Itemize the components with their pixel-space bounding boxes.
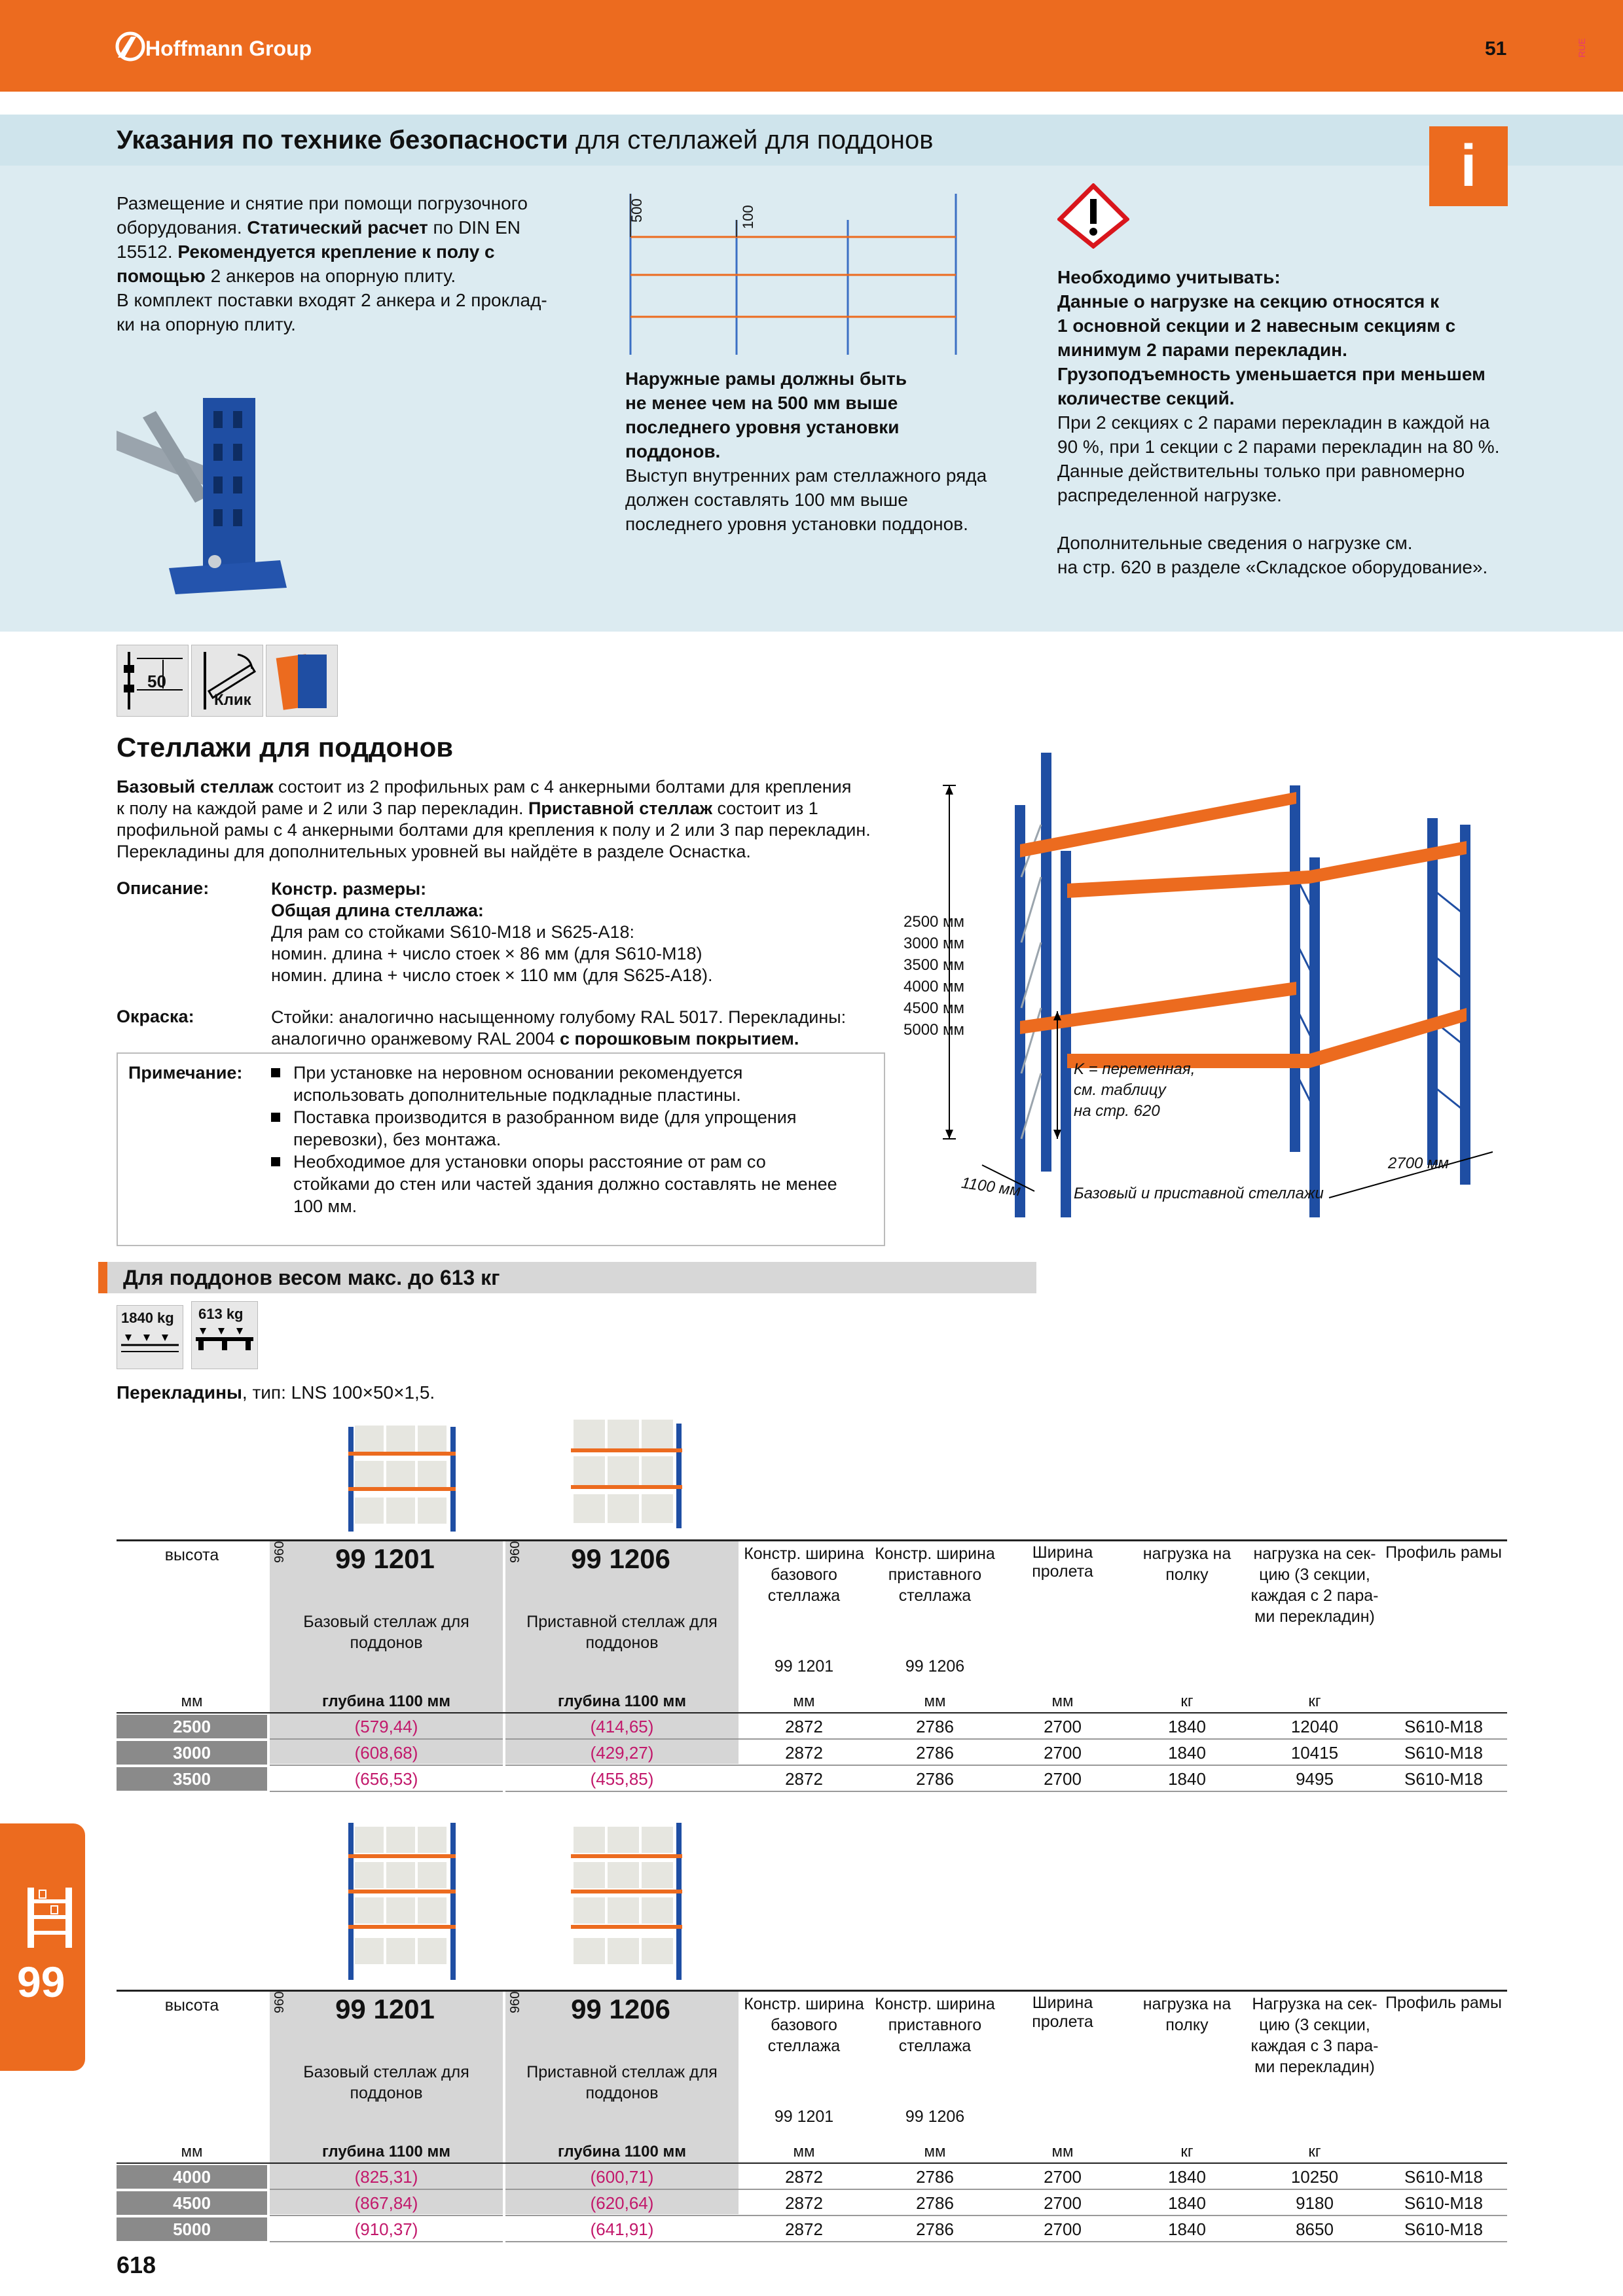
col-profile-header: Профиль рамы: [1385, 1994, 1502, 2012]
racks-title: Стеллажи для поддонов: [117, 732, 454, 762]
price-table-1: [117, 1539, 1507, 1791]
col-span-header: Ширина пролета: [1032, 1543, 1093, 1581]
frame-height-diagram: [625, 191, 959, 361]
brand-name: Hoffmann Group: [145, 37, 312, 60]
cell-shelf: 1840: [1125, 2165, 1249, 2190]
width-dimension: 2700 мм: [1388, 1155, 1449, 1172]
cell-wa: 2786: [869, 2165, 1000, 2190]
chapter-number: 99: [17, 1958, 65, 2006]
unit-kg: кг: [1308, 1693, 1321, 1710]
table-row: [117, 1715, 1507, 1740]
cell-wb: 2872: [739, 2191, 869, 2216]
unit-depth: глубина 1100 мм: [321, 2143, 450, 2161]
cell-prof: S610-M18: [1380, 1715, 1507, 1740]
rack-caption: Базовый и приставной стеллажи: [1074, 1185, 1324, 1202]
language-code: RUE: [1577, 38, 1587, 58]
beams-spec: Перекладины, тип: LNS 100×50×1,5.: [117, 1382, 435, 1403]
unit-height: мм: [181, 2143, 203, 2161]
rack-illustration: [943, 746, 1506, 1217]
description-label: Описание:: [117, 878, 210, 898]
cell-base[interactable]: (608,68): [270, 1741, 503, 1766]
row-height: 3000: [117, 1741, 267, 1765]
col-section-header: нагрузка на сек- цию (3 секции, каждая с 2 пара- ми перекладин): [1250, 1545, 1379, 1626]
cell-span: 2700: [1000, 1741, 1125, 1766]
cell-prof: S610-M18: [1380, 1767, 1507, 1792]
cell-base[interactable]: (867,84): [270, 2191, 503, 2216]
paint-label: Окраска:: [117, 1007, 194, 1026]
base-rack-4level-image: [347, 1823, 458, 1980]
col-height-header: высота: [164, 1996, 219, 2015]
cell-add[interactable]: (455,85): [505, 1767, 739, 1792]
price-table-2: [117, 1990, 1507, 2241]
unit-depth: глубина 1100 мм: [557, 1693, 686, 1710]
anchoring-text: Размещение и снятие при помощи погрузочного оборудования. Статический расчет по DIN EN 15512. Рекомендуется крепление к полу с помощью 2 анкеров на опорную плиту. В комплект поставки входят 2 анкера и 2 проклад- ки на опорную плиту.: [117, 193, 547, 334]
cell-base[interactable]: (579,44): [270, 1715, 503, 1740]
cell-wb: 2872: [739, 1741, 869, 1766]
table-row: [117, 1741, 1507, 1766]
note-item: Необходимое для установки опоры расстояние от рам со стойками до стен или частей здания должно составлять не менее 100 мм.: [271, 1151, 873, 1217]
cell-wb: 2872: [739, 1767, 869, 1792]
ref-add: 99 1206: [905, 2108, 965, 2126]
col-width-base-header: Констр. ширина базового стеллажа: [744, 1995, 864, 2055]
pitch-label: 50: [147, 672, 166, 691]
unit-kg: кг: [1308, 2143, 1321, 2161]
click-label: Клик: [214, 691, 251, 709]
row-height: 2500: [117, 1715, 267, 1738]
unit-depth: глубина 1100 мм: [557, 2143, 686, 2161]
row-height: 3500: [117, 1767, 267, 1791]
shelf-load-badge: 1840 kg: [117, 1305, 183, 1369]
ref-base: 99 1201: [774, 1657, 834, 1676]
cell-base[interactable]: (656,53): [270, 1767, 503, 1792]
add-rack-3level-image: [570, 1417, 684, 1532]
unit-kg: кг: [1180, 1693, 1194, 1710]
depth-dimension: 1100 мм: [960, 1174, 1022, 1200]
cell-sec: 12040: [1249, 1715, 1380, 1740]
unit-mm: мм: [793, 1693, 815, 1710]
cell-wa: 2786: [869, 1741, 1000, 1766]
article-prefix: 960: [508, 1991, 522, 2013]
unit-height: мм: [181, 1693, 203, 1710]
cell-sec: 10415: [1249, 1741, 1380, 1766]
row-height: 4500: [117, 2191, 267, 2215]
col-span-header: Ширина пролета: [1032, 1994, 1093, 2031]
article-prefix: 960: [272, 1541, 287, 1563]
cell-shelf: 1840: [1125, 2217, 1249, 2242]
cell-prof: S610-M18: [1380, 2217, 1507, 2242]
row-height: 5000: [117, 2217, 267, 2241]
diagram-label-100: 100: [740, 205, 756, 229]
row-height: 4000: [117, 2165, 267, 2189]
cell-prof: S610-M18: [1380, 2165, 1507, 2190]
add-name: Приставной стеллаж для поддонов: [526, 2063, 718, 2102]
article-prefix: 960: [508, 1541, 522, 1563]
cell-shelf: 1840: [1125, 2191, 1249, 2216]
frame-height-text: Наружные рамы должны быть не менее чем на 500 мм выше последнего уровня установки поддонов. Выступ внутренних рам стеллажного ряда должен составлять 100 мм выше последнего уровня установки поддонов.: [625, 368, 987, 534]
cell-span: 2700: [1000, 2217, 1125, 2242]
note-list: [271, 1062, 873, 1217]
k-note: K = переменная, см. таблицу на стр. 620: [1074, 1060, 1195, 1120]
ref-add: 99 1206: [905, 1657, 965, 1676]
base-rack-3level-image: [347, 1420, 458, 1532]
article-prefix: 960: [272, 1991, 287, 2013]
unit-mm: мм: [924, 2143, 946, 2161]
page-number-top: 51: [1485, 38, 1507, 60]
cell-add[interactable]: (414,65): [505, 1715, 739, 1740]
cell-wb: 2872: [739, 2217, 869, 2242]
article-base: 99 1201: [335, 1543, 435, 1574]
cell-base[interactable]: (825,31): [270, 2165, 503, 2190]
note-item: Поставка производится в разобранном виде (для упрощения перевозки), без монтажа.: [271, 1106, 873, 1151]
col-width-add-header: Констр. ширина приставного стеллажа: [875, 1995, 995, 2055]
cell-span: 2700: [1000, 1715, 1125, 1740]
base-name: Базовый стеллаж для поддонов: [303, 1613, 469, 1652]
col-profile-header: Профиль рамы: [1385, 1543, 1502, 1562]
cell-span: 2700: [1000, 2165, 1125, 2190]
table-row: [117, 2165, 1507, 2190]
cell-add[interactable]: (641,91): [505, 2217, 739, 2242]
cell-span: 2700: [1000, 2191, 1125, 2216]
cell-add[interactable]: (620,64): [505, 2191, 739, 2216]
info-icon: i: [1429, 126, 1508, 206]
col-width-base-header: Констр. ширина базового стеллажа: [744, 1545, 864, 1605]
add-rack-4level-image: [570, 1823, 684, 1980]
diagram-label-500: 500: [629, 198, 645, 223]
pitch-50-icon: [117, 645, 189, 717]
cell-span: 2700: [1000, 1767, 1125, 1792]
cell-sec: 9180: [1249, 2191, 1380, 2216]
base-name: Базовый стеллаж для поддонов: [303, 2063, 469, 2102]
note-label: Примечание:: [128, 1063, 243, 1083]
cell-wa: 2786: [869, 1767, 1000, 1792]
cell-wa: 2786: [869, 2191, 1000, 2216]
cell-shelf: 1840: [1125, 1715, 1249, 1740]
color-swatch-icon: [266, 645, 338, 717]
note-item: При установке на неровном основании рекомендуется использовать дополнительные подкладные пластины.: [271, 1062, 873, 1106]
cell-add[interactable]: (600,71): [505, 2165, 739, 2190]
description-text: Констр. размеры: Общая длина стеллажа: Для рам со стойками S610-M18 и S625-A18: номин. длина + число стоек × 86 мм (для S610-M18) номин. длина + число стоек × 110 мм (для S625-A18).: [271, 879, 713, 985]
article-add: 99 1206: [571, 1994, 670, 2024]
unit-mm: мм: [1051, 2143, 1074, 2161]
cell-wa: 2786: [869, 1715, 1000, 1740]
page-number-bottom: 618: [117, 2251, 156, 2278]
paint-text: Стойки: аналогично насыщенному голубому RAL 5017. Перекладины: аналогично оранжевому RAL 2004 с порошковым покрытием.: [271, 1007, 847, 1049]
ref-base: 99 1201: [774, 2108, 834, 2126]
table-row: [117, 2217, 1507, 2242]
article-base: 99 1201: [335, 1994, 435, 2024]
cell-base[interactable]: (910,37): [270, 2217, 503, 2242]
add-name: Приставной стеллаж для поддонов: [526, 1613, 718, 1652]
col-shelf-header: нагрузка на полку: [1142, 1545, 1231, 1584]
cell-prof: S610-M18: [1380, 2191, 1507, 2216]
shelving-chapter-icon: [25, 1885, 75, 1950]
section-header-613: Для поддонов весом макс. до 613 кг: [98, 1262, 1036, 1293]
col-height-header: высота: [164, 1546, 219, 1564]
cell-sec: 10250: [1249, 2165, 1380, 2190]
article-add: 99 1206: [571, 1543, 670, 1574]
cell-wb: 2872: [739, 2165, 869, 2190]
cell-wa: 2786: [869, 2217, 1000, 2242]
col-shelf-header: нагрузка на полку: [1142, 1995, 1231, 2034]
unit-mm: мм: [793, 2143, 815, 2161]
pallet-load-badge: 613 kg: [191, 1301, 258, 1369]
col-section-header: Нагрузка на сек- цию (3 секции, каждая с 3 пара- ми перекладин): [1250, 1995, 1379, 2076]
col-width-add-header: Констр. ширина приставного стеллажа: [875, 1545, 995, 1605]
load-note: Необходимо учитывать: Данные о нагрузке на секцию относятся к 1 основной секции и 2 навесным секциям с минимум 2 парами перекладин. Грузоподъемность уменьшается при меньшем количестве секций. При 2 секциях с 2 парами перекладин в каждой на 90 %, при 1 секции с 2 парами перекладин на 80 %. Данные действительны только при равномерно распределенной нагрузке. Дополнительные сведения о нагрузке см. на стр. 620 в разделе «Складское оборудование».: [1057, 267, 1500, 577]
hoffmann-logo-icon: [115, 31, 145, 62]
base-plate-photo: [117, 398, 287, 602]
unit-mm: мм: [924, 1693, 946, 1710]
unit-depth: глубина 1100 мм: [321, 1693, 450, 1710]
warning-pictogram-icon: [1057, 183, 1129, 249]
cell-sec: 9495: [1249, 1767, 1380, 1792]
cell-wb: 2872: [739, 1715, 869, 1740]
table-row: [117, 1767, 1507, 1792]
racks-intro: Базовый стеллаж состоит из 2 профильных рам с 4 анкерными болтами для крепления к полу на каждой раме и 2 или 3 пар перекладин. Приставной стеллаж состоит из 1 профильной рамы с 4 анкерными болтами для крепления к полу и 2 или 3 пар перекладин. Перекладины для дополнительных уровней вы найдёте в разделе Оснастка.: [117, 777, 871, 861]
cell-prof: S610-M18: [1380, 1741, 1507, 1766]
table-row: [117, 2191, 1507, 2216]
unit-kg: кг: [1180, 2143, 1194, 2161]
cell-shelf: 1840: [1125, 1767, 1249, 1792]
cell-sec: 8650: [1249, 2217, 1380, 2242]
cell-add[interactable]: (429,27): [505, 1741, 739, 1766]
height-options: 2500 мм 3000 мм 3500 мм 4000 мм 4500 мм 5000 мм: [903, 913, 965, 1039]
unit-mm: мм: [1051, 1693, 1074, 1710]
cell-shelf: 1840: [1125, 1741, 1249, 1766]
click-icon: [191, 645, 263, 717]
safety-title: Указания по технике безопасности для стеллажей для поддонов: [117, 126, 934, 154]
